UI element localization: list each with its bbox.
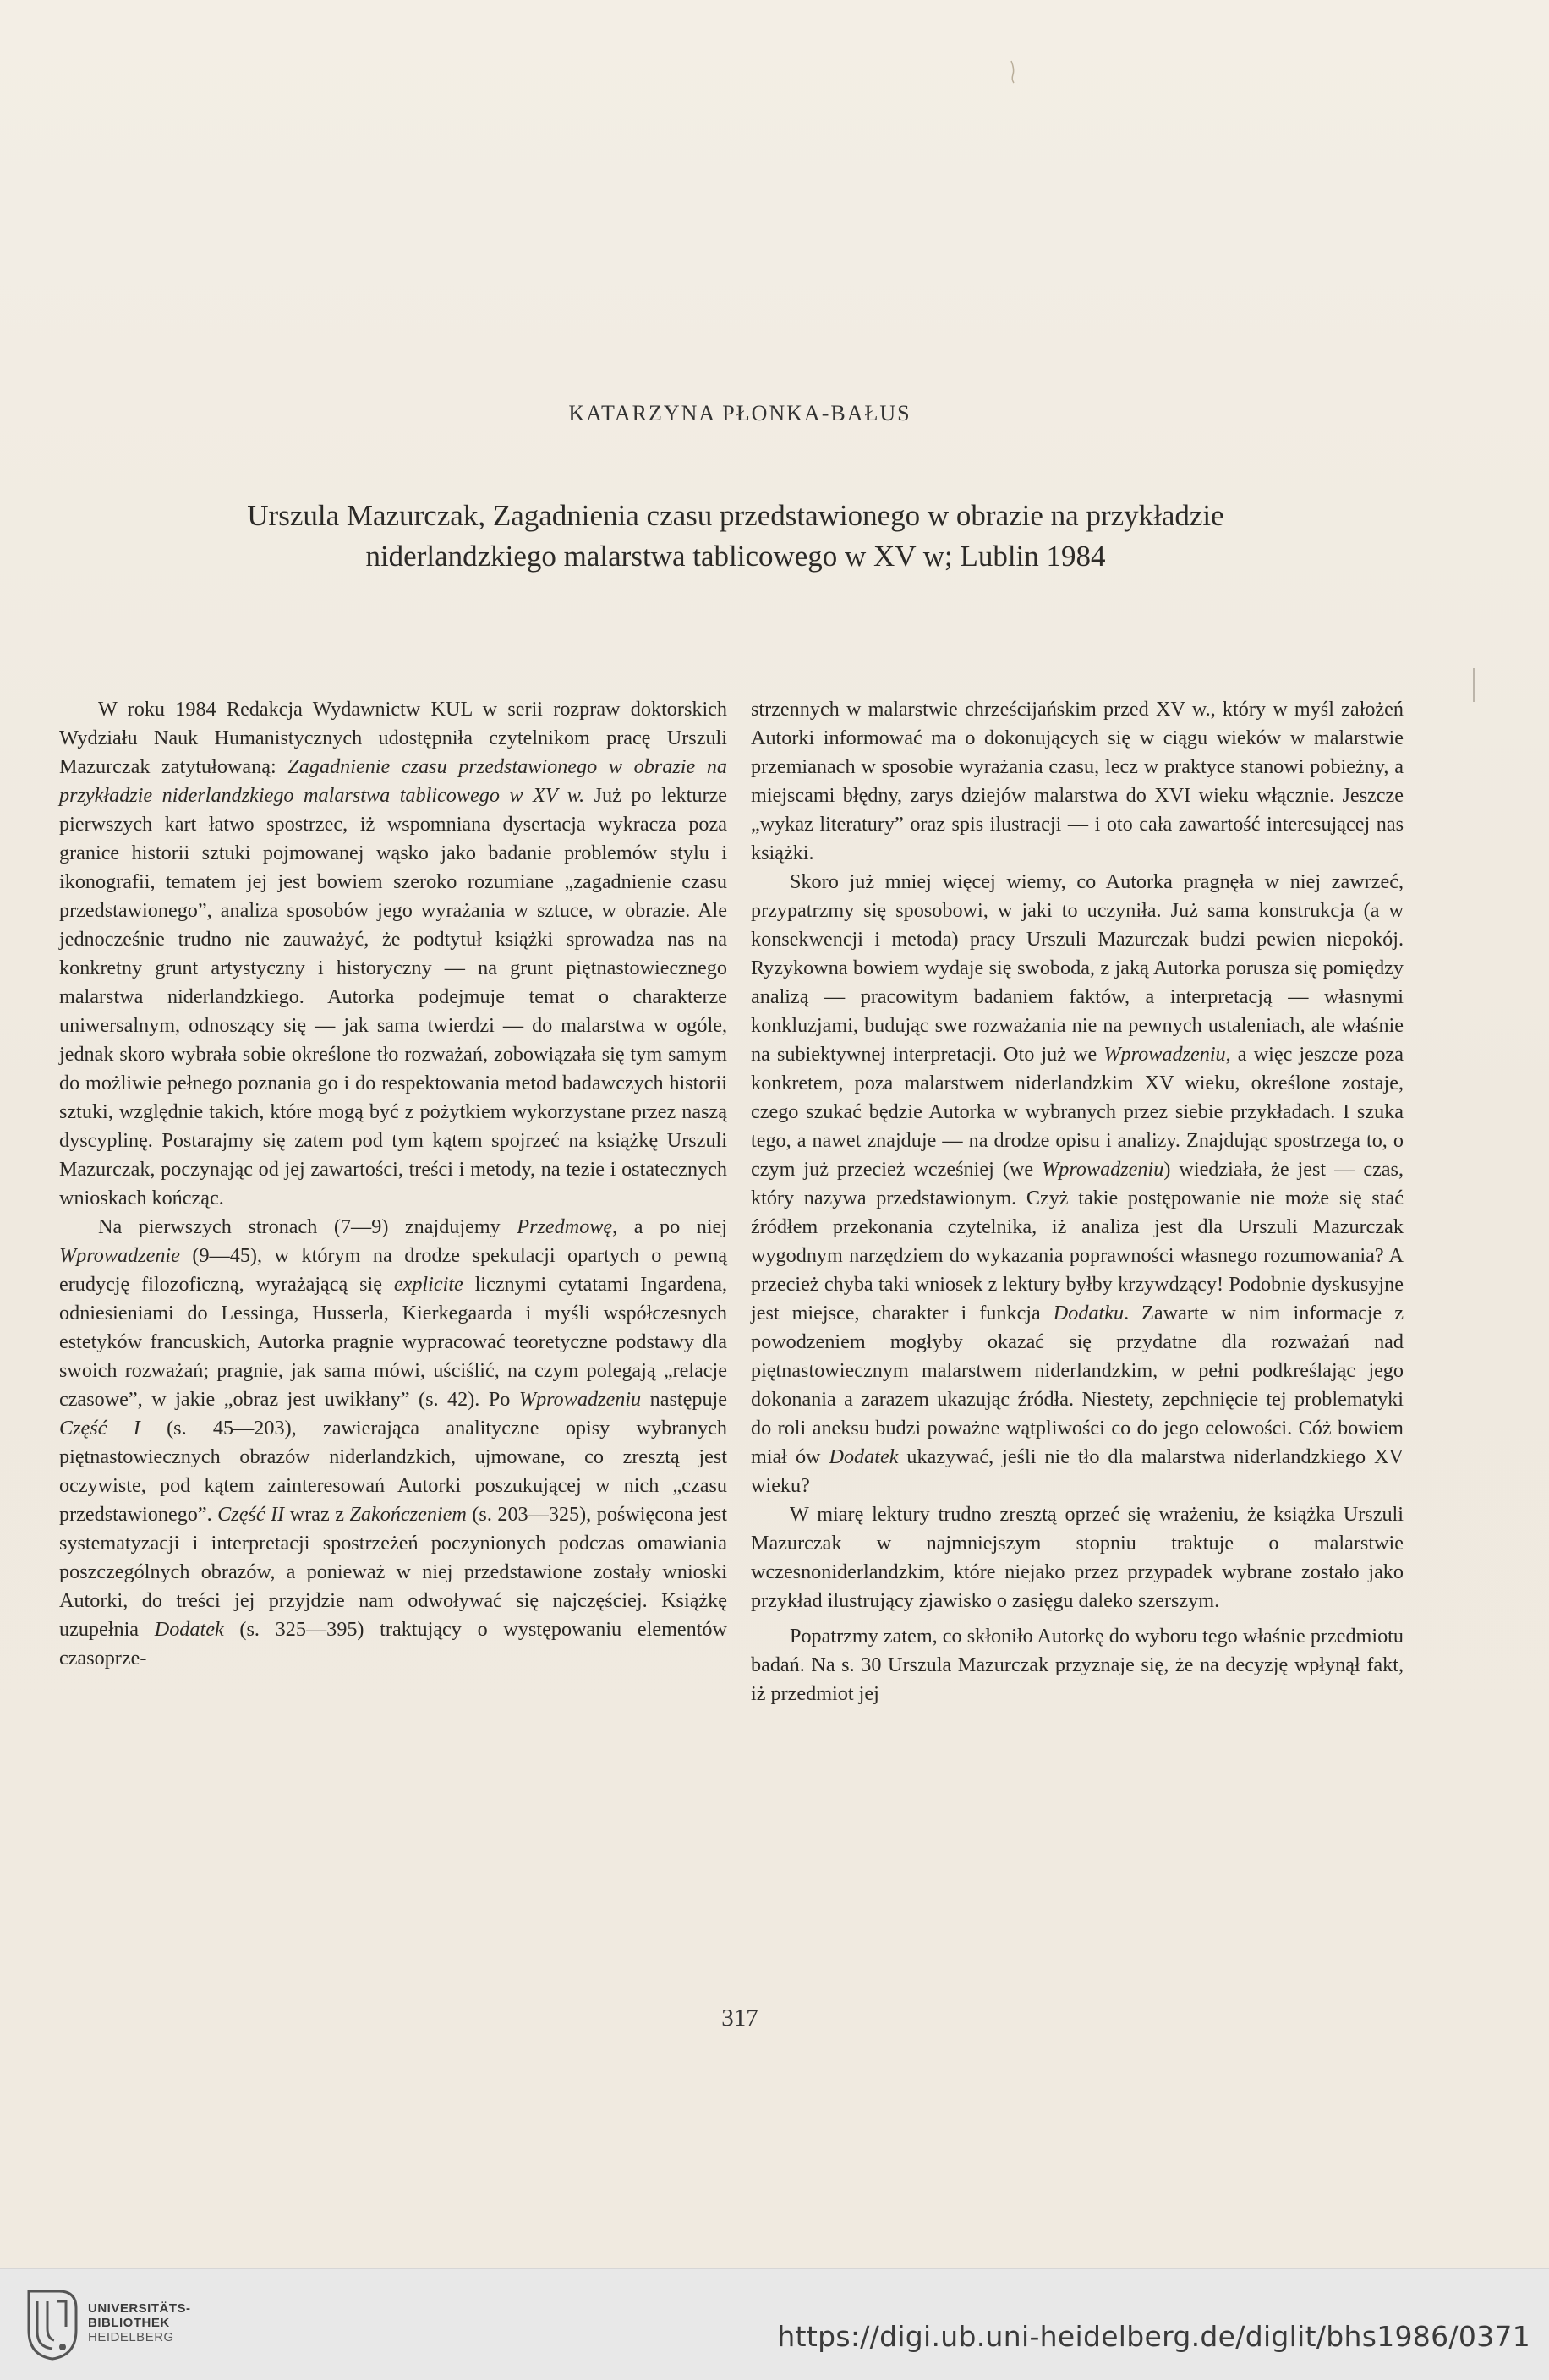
page-number: 317 <box>721 2004 758 2032</box>
left-paragraph-1 <box>59 695 727 1213</box>
text-run: ukazywać, jeśli nie tło dla malarstwa niderlandzkiego XV wieku? <box>751 1445 1404 1497</box>
italic-term: Przedmowę <box>517 1215 613 1238</box>
italic-term: Dodatek <box>154 1618 224 1641</box>
text-run: ) wiedziała, że jest — czas, który nazywa przedstawionym. Czyż takie postępowanie nie może się stać źródłem przekonania czytelnika, iż analiza jest dla Urszuli Mazurczak wygodnym narzędziem do wykazania poprawności własnego rozumowania? A przecież chyba taki wniosek z lektury byłby krzywdzący! Podobnie dyskusyjne jest miejsce, charakter i funkcja <box>751 1158 1404 1324</box>
text-run: , a po niej <box>612 1215 728 1238</box>
university-seal-icon <box>25 2288 79 2361</box>
title-line-2: niderlandzkiego malarstwa tablicowego w XV w; Lublin 1984 <box>365 540 1106 573</box>
italic-term: explicite <box>393 1273 463 1296</box>
text-run: , a więc jeszcze poza konkretem, poza malarstwem niderlandzkim XV wieku, określone zostaje, czego szukać będzie Autorka w wybranych przez siebie przykładach. I szuka tego, a nawet znajduje — na drodze opisu i analizy. Znajdując spostrzega to, o czym już przecież wcześniej (we <box>751 1043 1404 1181</box>
text-run: (s. 45—203), zawierająca analityczne opisy wybranych piętnastowiecznych obrazów niderlandzkich, ujmowane, co zresztą jest oczywiste, pod kątem zainteresowań Autorki poszukującej w nich „czasu przedstawionego”. <box>59 1417 727 1526</box>
italic-term: Wprowadzeniu <box>518 1388 642 1411</box>
right-paragraph-4: Popatrzmy zatem, co skłoniło Autorkę do wyboru tego właśnie przedmiotu badań. Na s. 30 Urszula Mazurczak przyznaje się, że na decyzję wpłynął fakt, iż przedmiot jej <box>751 1625 1404 1705</box>
right-column <box>751 695 1404 1708</box>
italic-term: Część I <box>59 1417 140 1440</box>
text-run: Skoro już mniej więcej wiemy, co Autorka pragnęła w niej zawrzeć, przypatrzmy się sposobowi, w jaki to uczyniła. Już sama konstrukcja (a w konsekwencji i metoda) pracy Urszuli Mazurczak budzi pewien niepokój. Ryzykowna bowiem wydaje się swoboda, z jaką Autorka porusza się pomiędzy analizą — pracowitym badaniem faktów, a interpretacją — własnymi konkluzjami, budując swe rozważania nie na pewnych ustaleniach, ale właśnie na subiektywnej interpretacji. Oto już we <box>751 870 1404 1066</box>
italic-term: Wprowadzenie <box>59 1244 180 1267</box>
title-line-1: Urszula Mazurczak, Zagadnienia czasu przedstawionego w obrazie na przykładzie <box>247 499 1224 532</box>
left-column <box>59 695 727 1673</box>
italic-term: Dodatku <box>1053 1302 1125 1324</box>
text-run: (9—45), w którym na drodze spekulacji opartych o pewną erudycję filozoficzną, wyrażającą się <box>59 1244 727 1296</box>
italic-term: Część II <box>217 1503 285 1526</box>
logo-line-3: HEIDELBERG <box>88 2330 174 2344</box>
library-name <box>88 2301 191 2344</box>
left-paragraph-2 <box>59 1213 727 1673</box>
right-paragraph-1: strzennych w malarstwie chrześcijańskim przed XV w., który w myśl założeń Autorki informować ma o dokonujących się w ciągu wieków w malarstwie przemianach w sposobie wyrażania czasu, lecz w praktyce stanowi pobieżny, a miejscami błędny, zarys dziejów malarstwa do XVI wieku włącznie. Jeszcze „wykaz literatury” oraz spis ilustracji — i oto cała zawartość interesującej nas książki. <box>751 698 1404 864</box>
source-url-link[interactable]: https://digi.ub.uni-heidelberg.de/diglit/bhs1986/0371 <box>777 2320 1530 2353</box>
text-run: W roku 1984 Redakcja Wydawnictw KUL w serii rozpraw doktorskich Wydziału Nauk Humanistycznych udostępniła czytelnikom pracę Urszuli Mazurczak zatytułowaną: <box>59 698 727 778</box>
margin-mark <box>1473 668 1475 702</box>
text-run: Na pierwszych stronach (7—9) znajdujemy <box>98 1215 517 1238</box>
logo-line-1: UNIVERSITÄTS- <box>88 2301 191 2316</box>
text-run: . Zawarte w nim informacje z powodzeniem mogłyby okazać się przydatne dla rozważań nad piętnastowiecznym malarstwem niderlandzkim, w pełni podkreślając jego dokonania a zarazem ukazując źródła. Niestety, zepchnięcie tej problematyki do roli aneksu budzi poważne wątpliwości co do jego celowości. Cóż bowiem miał ów <box>751 1302 1404 1468</box>
pencil-mark <box>1008 59 1018 85</box>
text-run: Już po lekturze pierwszych kart łatwo spostrzec, iż wspomniana dysertacja wykracza poza granice historii sztuki pojmowanej wąsko jako badanie problemów stylu i ikonografii, tematem jej jest bowiem szeroko rozumiane „zagadnienie czasu przedstawionego”, analiza sposobów jego wyrażania w sztuce, w obrazie. Ale jednocześnie trudno nie zauważyć, że podtytuł książki sprowadza nas na konkretny grunt artystyczny i historyczny — na grunt piętnastowiecznego malarstwa niderlandzkiego. Autorka podejmuje temat o charakterze uniwersalnym, odnoszący się — jak sama twierdzi — do malarstwa w ogóle, jednak skoro wybrała sobie określone tło rozważań, zobowiązała się tym samym do możliwie pełnego poznania go i do respektowania metod badawczych historii sztuki, względnie takich, które mogą być z pożytkiem wykorzystane przez naszą dyscyplinę. Postarajmy się zatem pod tym kątem spojrzeć na książkę Urszuli Mazurczak, poczynając od jej zawartości, treści i metody, na tezie i ostatecznych wnioskach kończąc. <box>59 784 727 1209</box>
text-run: licznymi cytatami Ingardena, odniesieniami do Lessinga, Husserla, Kierkegaarda i myśli współczesnych estetyków francuskich, Autorka pragnie wypracować teoretyczne podstawy dla swoich rozważań; pragnie, jak sama mówi, uściślić, na czym polegają „relacje czasowe”, w jakie „obraz jest uwikłany” (s. 42). Po <box>59 1273 727 1411</box>
right-paragraph-3: W miarę lektury trudno zresztą oprzeć się wrażeniu, że książka Urszuli Mazurczak w najmniejszym stopniu traktuje o malarstwie wczesnoniderlandzkim, które niejako przez przypadek wybrane zostało jako przykład ilustrujący zjawisko o zasięgu daleko szerszym. <box>751 1503 1404 1612</box>
article-author: KATARZYNA PŁONKA-BAŁUS <box>568 401 911 425</box>
italic-term: Zakończeniem <box>349 1503 467 1526</box>
italic-term: Wprowadzeniu <box>1103 1043 1226 1066</box>
library-logo[interactable] <box>25 2286 194 2364</box>
text-run: następuje <box>641 1388 728 1411</box>
text-run: wraz z <box>284 1503 350 1526</box>
article-title <box>152 496 1319 577</box>
text-run: (s. 203—325), poświęcona jest systematyzacji i interpretacji spostrzeżeń poczynionych podczas omawiania poszczególnych obrazów, a ponieważ w niej przedstawione zostały wnioski Autorki, do treści jej przyjdzie nam odwoływać się najczęściej. Książkę uzupełnia <box>59 1503 727 1641</box>
italic-book-title: Zagadnienie czasu przedstawionego w obrazie na przykładzie niderlandzkiego malarstwa tablicowego w XV w. <box>59 755 728 807</box>
logo-line-2: BIBLIOTHEK <box>88 2316 170 2330</box>
italic-term: Wprowadzeniu <box>1042 1158 1164 1181</box>
text-run: (s. 325—395) traktujący o występowaniu elementów czasoprze- <box>59 1618 727 1670</box>
right-paragraph-2 <box>751 868 1404 1500</box>
italic-term: Dodatek <box>829 1445 899 1468</box>
